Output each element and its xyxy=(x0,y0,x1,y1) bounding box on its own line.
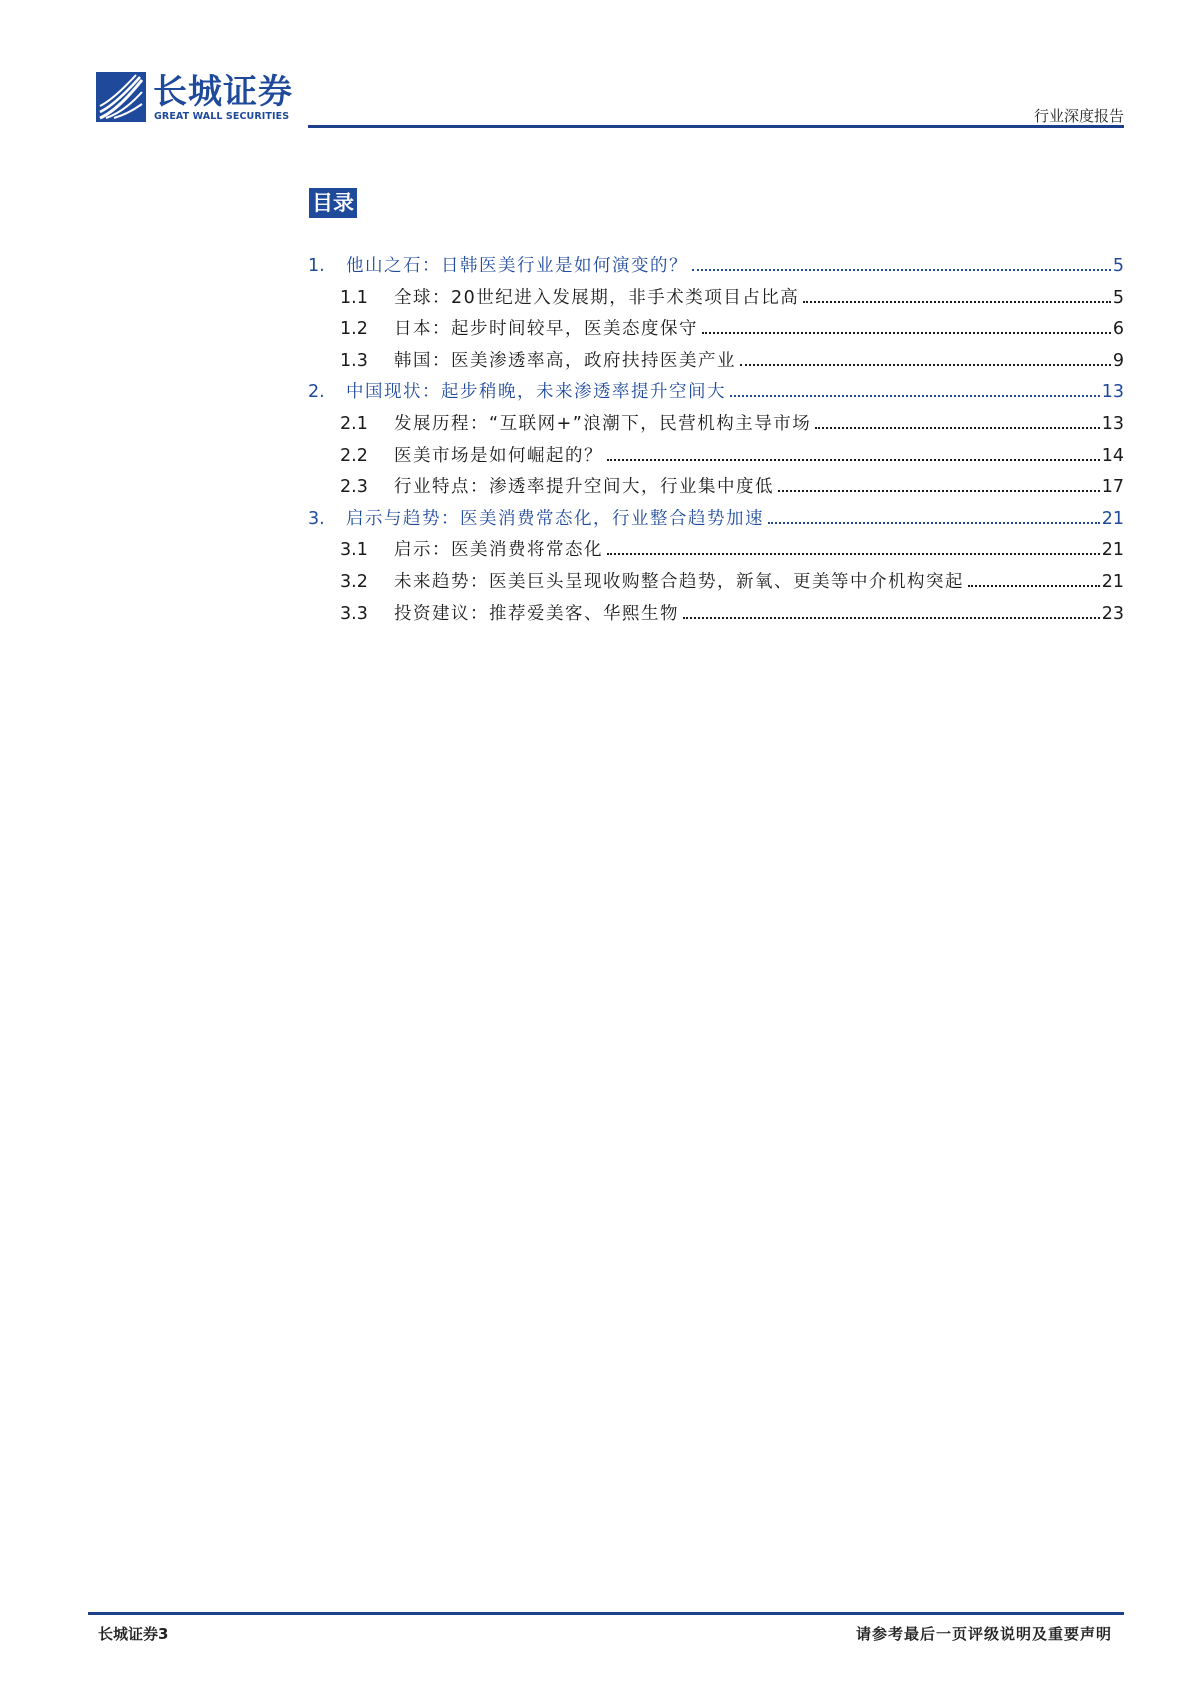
toc-entry-page: 6 xyxy=(1112,319,1124,340)
toc-entry-number: 3. xyxy=(308,508,325,529)
toc-entry-number: 1.3 xyxy=(340,350,368,371)
toc-entry-page: 21 xyxy=(1101,571,1124,592)
company-logo xyxy=(96,72,294,124)
toc-entry-number: 2.2 xyxy=(340,445,368,466)
toc-leader-dots xyxy=(815,427,1099,429)
toc-entry-number: 2.3 xyxy=(340,477,368,498)
header-divider xyxy=(308,125,1124,128)
toc-entry-2-1[interactable] xyxy=(308,410,1124,442)
toc-entry-title: 韩国：医美渗透率高，政府扶持医美产业 xyxy=(394,350,736,371)
toc-leader-dots xyxy=(803,301,1111,303)
toc-entry-page: 14 xyxy=(1101,445,1124,466)
toc-entry-number: 3.2 xyxy=(340,571,368,592)
toc-leader-dots xyxy=(683,617,1100,619)
toc-entry-2-3[interactable] xyxy=(308,473,1124,505)
toc-entry-page: 5 xyxy=(1112,256,1124,276)
toc-entry-title: 全球：20世纪进入发展期，非手术类项目占比高 xyxy=(394,287,800,308)
toc-entry-1-1[interactable] xyxy=(308,284,1124,316)
toc-entry-page: 13 xyxy=(1101,413,1124,434)
toc-entry-title: 未来趋势：医美巨头呈现收购整合趋势，新氧、更美等中介机构突起 xyxy=(394,571,964,592)
toc-entry-number: 1. xyxy=(308,256,325,276)
toc-entry-2[interactable] xyxy=(308,378,1124,410)
table-of-contents xyxy=(308,252,1124,631)
toc-entry-3-1[interactable] xyxy=(308,536,1124,568)
toc-entry-1[interactable] xyxy=(308,252,1124,284)
toc-entry-page: 17 xyxy=(1101,477,1124,498)
toc-entry-page: 13 xyxy=(1101,382,1124,403)
logo-english-name: GREAT WALL SECURITIES xyxy=(154,111,290,122)
toc-entry-page: 21 xyxy=(1101,508,1124,529)
toc-entry-number: 1.1 xyxy=(340,287,368,308)
toc-leader-dots xyxy=(702,332,1111,334)
report-type-label: 行业深度报告 xyxy=(1033,107,1124,125)
toc-leader-dots xyxy=(607,553,1100,555)
toc-entry-title: 投资建议：推荐爱美客、华熙生物 xyxy=(394,603,679,624)
toc-entry-title: 他山之石：日韩医美行业是如何演变的？ xyxy=(346,256,688,276)
toc-entry-page: 5 xyxy=(1112,287,1124,308)
toc-entry-2-2[interactable] xyxy=(308,442,1124,474)
toc-entry-number: 2. xyxy=(308,382,325,403)
toc-entry-number: 3.3 xyxy=(340,603,368,624)
toc-entry-3-3[interactable] xyxy=(308,600,1124,632)
toc-entry-title: 启示与趋势：医美消费常态化，行业整合趋势加速 xyxy=(346,508,764,529)
toc-entry-title: 医美市场是如何崛起的？ xyxy=(394,445,603,466)
toc-leader-dots xyxy=(778,490,1100,492)
toc-leader-dots xyxy=(768,522,1100,524)
toc-entry-title: 发展历程：“互联网+”浪潮下，民营机构主导市场 xyxy=(394,413,812,434)
logo-chinese-name: 长城证券 xyxy=(153,72,293,112)
toc-leader-dots xyxy=(692,269,1111,271)
toc-entry-title: 中国现状：起步稍晚，未来渗透率提升空间大 xyxy=(346,382,726,403)
toc-entry-number: 3.1 xyxy=(340,540,368,561)
toc-entry-number: 1.2 xyxy=(340,319,368,340)
toc-entry-page: 21 xyxy=(1101,540,1124,561)
toc-entry-number: 2.1 xyxy=(340,413,368,434)
toc-entry-title: 行业特点：渗透率提升空间大，行业集中度低 xyxy=(394,477,774,498)
toc-leader-dots xyxy=(607,459,1100,461)
toc-leader-dots xyxy=(968,585,1100,587)
toc-entry-page: 23 xyxy=(1101,603,1124,624)
footer-company-page: 长城证券3 xyxy=(98,1625,169,1643)
footer-disclaimer: 请参考最后一页评级说明及重要声明 xyxy=(855,1625,1112,1643)
toc-entry-title: 日本：起步时间较早，医美态度保守 xyxy=(394,319,698,340)
footer-divider xyxy=(88,1612,1124,1615)
toc-entry-title: 启示：医美消费将常态化 xyxy=(394,540,603,561)
great-wall-logo-icon xyxy=(96,72,146,122)
toc-entry-page: 9 xyxy=(1112,350,1124,371)
toc-leader-dots xyxy=(730,395,1100,397)
toc-title: 目录 xyxy=(309,188,357,218)
toc-entry-3[interactable] xyxy=(308,505,1124,537)
toc-leader-dots xyxy=(740,364,1111,366)
toc-entry-1-2[interactable] xyxy=(308,315,1124,347)
toc-entry-3-2[interactable] xyxy=(308,568,1124,600)
toc-entry-1-3[interactable] xyxy=(308,347,1124,379)
